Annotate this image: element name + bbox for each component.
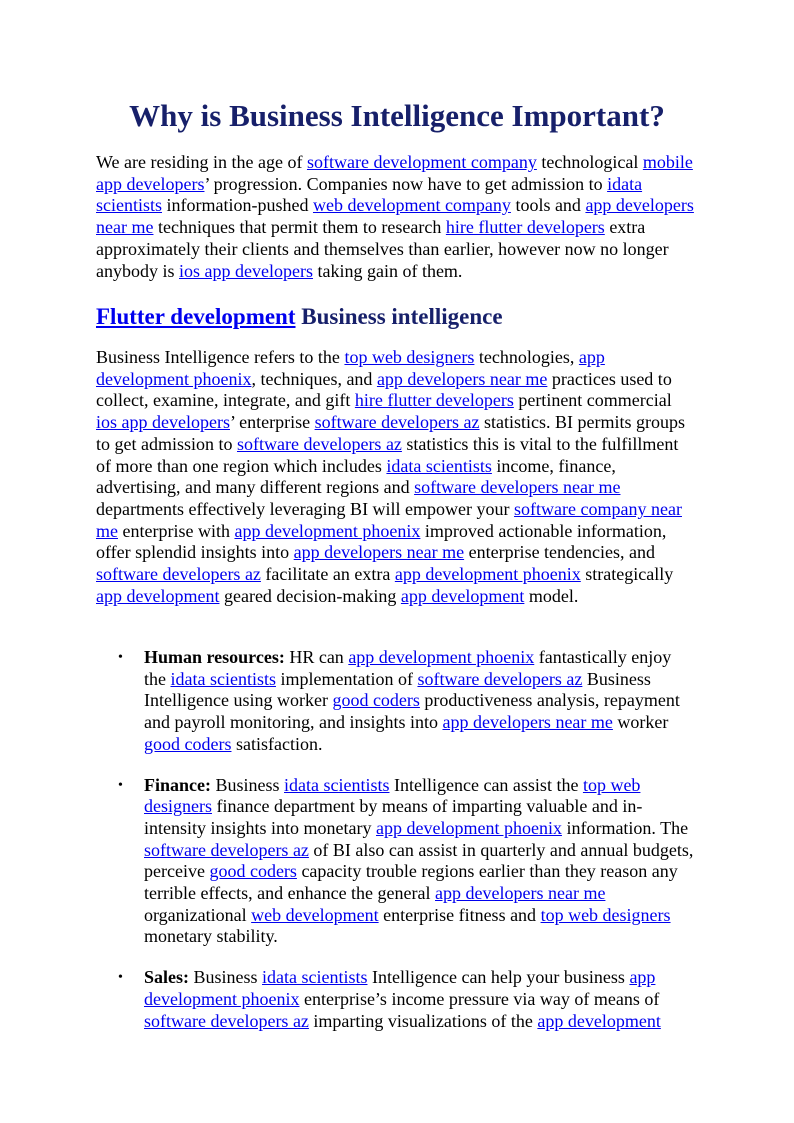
link-hire-flutter-developers[interactable]: hire flutter developers xyxy=(445,217,605,238)
link-good-coders[interactable]: good coders xyxy=(209,861,297,882)
bullet-label: Finance: xyxy=(144,774,211,795)
link-top-web-designers[interactable]: top web designers xyxy=(344,347,475,367)
link-good-coders[interactable]: good coders xyxy=(144,733,232,754)
link-app-developers-near-me[interactable]: app developers near me xyxy=(442,712,613,733)
link-good-coders[interactable]: good coders xyxy=(332,690,420,711)
section-heading: Flutter development Business intelligence xyxy=(96,304,503,329)
link-idata-scientists[interactable]: idata scientists xyxy=(262,967,368,988)
link-app-development-phoenix[interactable]: app development phoenix xyxy=(348,647,535,667)
link-app-developers-near-me[interactable]: app developers near me xyxy=(376,368,548,389)
bullet-icon: • xyxy=(118,777,123,793)
link-software-company-near-me[interactable]: software company near me xyxy=(96,498,682,541)
link-app-development[interactable]: app development xyxy=(537,1010,661,1031)
bullet-icon: • xyxy=(118,650,123,665)
link-software-developers-az[interactable]: software developers az xyxy=(144,1010,309,1031)
link-ios-app-developers[interactable]: ios app developers xyxy=(96,412,230,433)
link-idata-scientists[interactable]: idata scientists xyxy=(170,668,276,689)
link-app-development-phoenix[interactable]: app development phoenix xyxy=(96,347,605,389)
body-paragraph: Business Intelligence refers to the top web designers technologies, app development phoenix, techniques, and app developers near me practices used to collect, examine, integrate, and gift hire flutter developers pertinent commercial ios app developers’ enterprise software developers az statistics. BI permits groups to get admission to software developers az statistics this is vital to the fulfillment of more than one region which includes idata scientists income, finance, advertising, and many different regions and software developers near me departments effectively leveraging BI will empower your software company near me enterprise with app development phoenix improved actionable information, offer splendid insights into app developers near me enterprise tendencies, and software developers az facilitate an extra app development phoenix strategically app development geared decision-making app development model. xyxy=(96,347,686,606)
bullet-icon: • xyxy=(118,970,123,986)
list-item-human-resources: • Human resources: HR can app development phoenix fantastically enjoy the idata scientists implementation of software developers az Business Intelligence using worker good coders productiveness analysis, repayment and payroll monitoring, and insights into app developers near me worker good coders satisfaction. xyxy=(118,647,680,754)
list-item-sales: • Sales: Business idata scientists Intelligence can help your business app development phoenix enterprise’s income pressure via way of means of software developers az imparting visualizations of the app development xyxy=(118,967,661,1031)
link-app-development[interactable]: app development xyxy=(400,585,525,606)
link-software-developers-near-me[interactable]: software developers near me xyxy=(414,477,621,498)
link-software-developers-az[interactable]: software developers az xyxy=(314,412,480,433)
bullet-label: Human resources: xyxy=(144,647,285,667)
link-software-development-company[interactable]: software development company xyxy=(306,152,537,172)
link-ios-app-developers[interactable]: ios app developers xyxy=(179,260,313,281)
link-hire-flutter-developers[interactable]: hire flutter developers xyxy=(354,390,514,411)
link-app-development-phoenix[interactable]: app development phoenix xyxy=(234,520,421,541)
link-mobile-app-developers[interactable]: mobile app developers xyxy=(96,152,693,194)
page-title: Why is Business Intelligence Important? xyxy=(129,98,665,133)
link-software-developers-az[interactable]: software developers az xyxy=(237,433,402,454)
bullet-label: Sales: xyxy=(144,967,189,988)
link-app-developers-near-me[interactable]: app developers near me xyxy=(293,542,465,563)
link-top-web-designers[interactable]: top web designers xyxy=(144,774,641,817)
link-web-development[interactable]: web development xyxy=(251,904,379,925)
link-idata-scientists[interactable]: idata scientists xyxy=(284,774,390,795)
link-app-developers-near-me[interactable]: app developers near me xyxy=(435,883,606,904)
link-app-developers-near-me[interactable]: app developers near me xyxy=(96,195,694,238)
link-idata-scientists[interactable]: idata scientists xyxy=(386,455,492,476)
link-app-development-phoenix[interactable]: app development phoenix xyxy=(376,817,562,838)
link-app-development[interactable]: app development xyxy=(96,585,220,606)
link-top-web-designers[interactable]: top web designers xyxy=(540,904,671,925)
intro-paragraph: We are residing in the age of software development company technological mobile app developers’ progression. Companies now have to get admission to idata scientists information-pushed web development company tools and app developers near me techniques that permit them to research hire flutter developers extra approximately their clients and themselves than earlier, however now no longer anybody is ios app developers taking gain of them. xyxy=(96,152,694,281)
link-flutter-development[interactable]: Flutter development xyxy=(96,304,296,329)
link-app-development-phoenix[interactable]: app development phoenix xyxy=(144,967,656,1009)
link-software-developers-az[interactable]: software developers az xyxy=(144,839,309,860)
link-software-developers-az[interactable]: software developers az xyxy=(96,564,261,585)
bullet-list xyxy=(96,647,694,1051)
link-idata-scientists[interactable]: idata scientists xyxy=(96,173,643,216)
link-web-development-company[interactable]: web development company xyxy=(312,195,511,216)
link-software-developers-az[interactable]: software developers az xyxy=(417,668,583,689)
list-item-finance: • Finance: Business idata scientists Intelligence can assist the top web designers finance department by means of imparting valuable and in-intensity insights into monetary app development phoenix information. The software developers az of BI also can assist in quarterly and annual budgets, perceive good coders capacity trouble regions earlier than they reason any terrible effects, and enhance the general app developers near me organizational web development enterprise fitness and top web designers monetary stability. xyxy=(118,774,694,947)
link-app-development-phoenix[interactable]: app development phoenix xyxy=(394,564,581,585)
